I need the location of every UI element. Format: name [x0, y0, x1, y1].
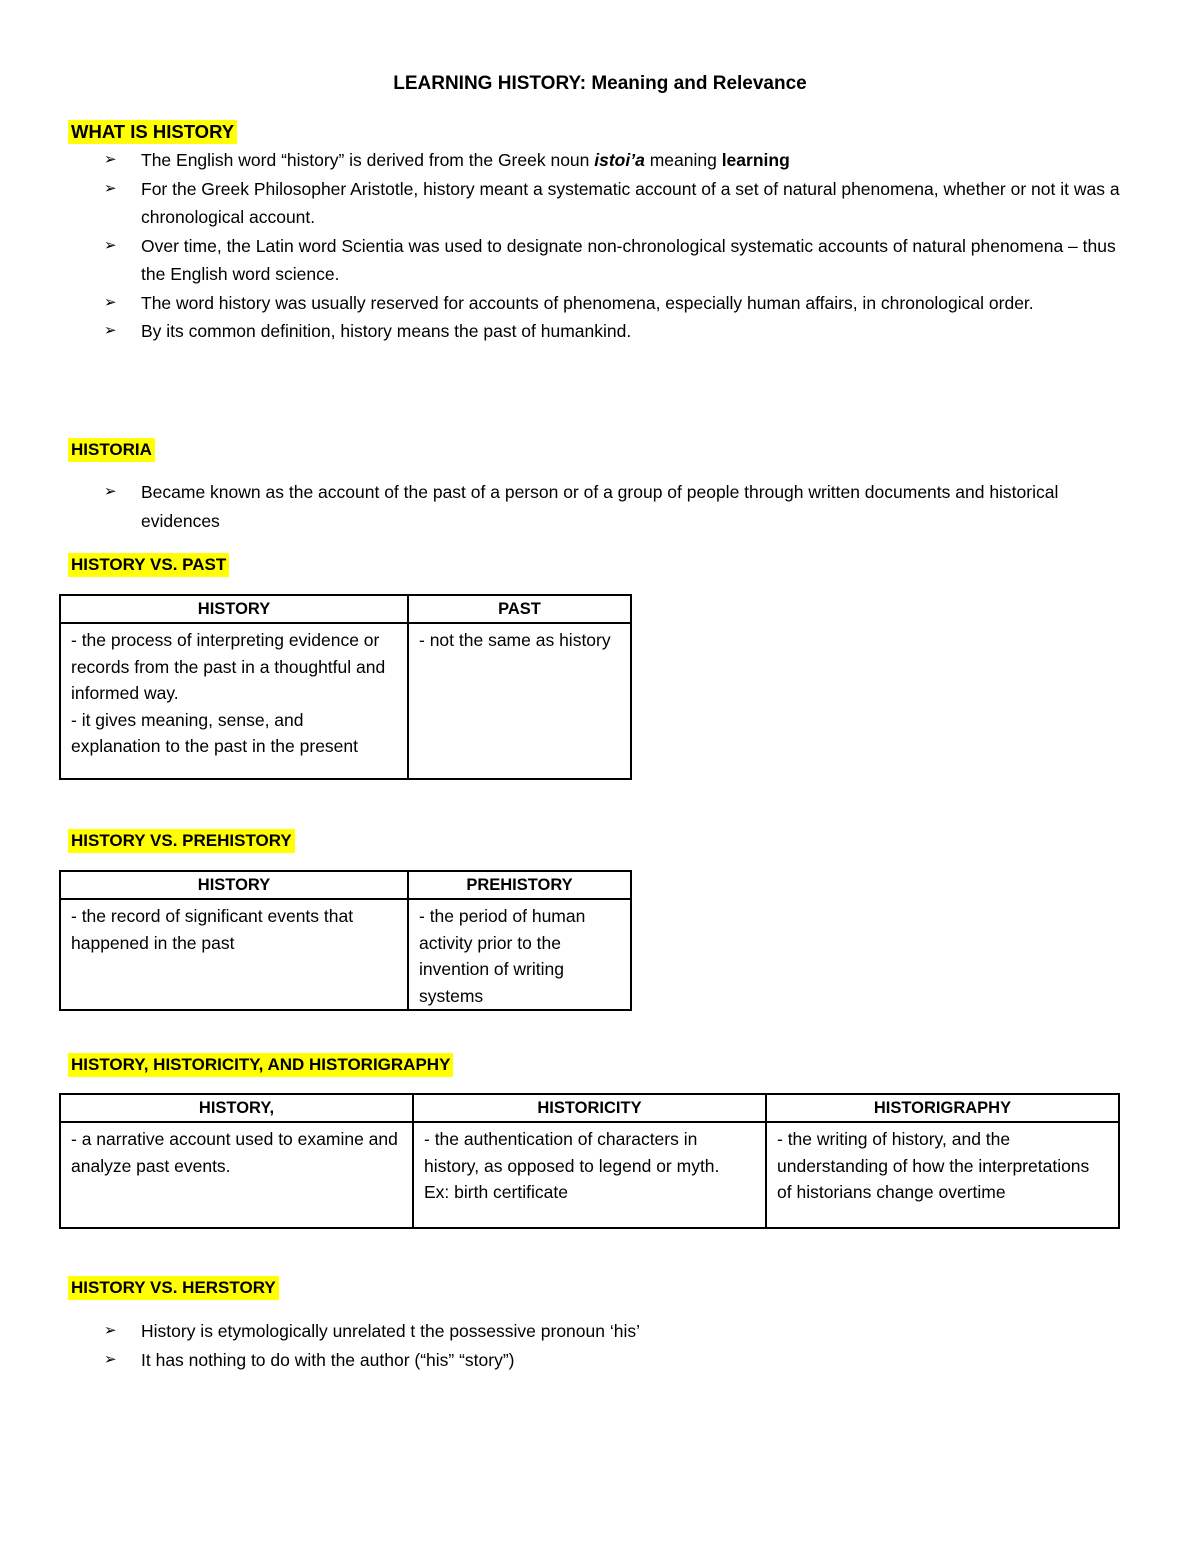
list-item-text: Became known as the account of the past of a person or of a group of people through written documents and historical evidences	[141, 482, 1059, 531]
table-cell	[60, 623, 408, 779]
section-heading-what-is-history: WHAT IS HISTORY	[68, 120, 237, 144]
section-heading-history-vs-prehistory: HISTORY VS. PREHISTORY	[68, 829, 295, 853]
table-header: HISTORY	[60, 871, 408, 899]
table-cell	[413, 1122, 766, 1228]
list-item	[104, 478, 1134, 535]
document-title: LEARNING HISTORY: Meaning and Relevance	[393, 73, 807, 94]
what-is-history-list	[104, 146, 1134, 346]
arrowhead-bullet-icon: ➢	[104, 151, 117, 168]
history-vs-herstory-list	[104, 1317, 1134, 1374]
list-item-text: Over time, the Latin word Scientia was used to designate non-chronological systematic accounts of natural phenomena – thus the English word science.	[141, 235, 1116, 284]
list-item-text: By its common definition, history means the past of humankind.	[141, 321, 632, 341]
cell-text: - the record of significant events that happened in the past	[71, 906, 354, 953]
table-cell	[766, 1122, 1119, 1228]
cell-text: - the period of human activity prior to the invention of writing systems	[419, 906, 586, 1006]
arrowhead-bullet-icon: ➢	[104, 179, 117, 197]
table-cell	[408, 899, 631, 1010]
list-item	[104, 317, 1134, 346]
arrowhead-bullet-icon: ➢	[104, 1350, 117, 1368]
table-header: PAST	[408, 595, 631, 623]
table-cell	[60, 1122, 413, 1228]
history-vs-prehistory-table	[59, 870, 632, 1011]
table-header: HISTORICITY	[413, 1094, 766, 1122]
cell-text: - not the same as history	[419, 630, 611, 650]
cell-text: - a narrative account used to examine and analyze past events.	[71, 1129, 398, 1176]
greek-term: istoi’a	[594, 150, 645, 170]
section-heading-history-vs-past: HISTORY VS. PAST	[68, 553, 229, 577]
list-item-text: It has nothing to do with the author (“his” “story”)	[141, 1349, 515, 1370]
table-header: HISTORY	[60, 595, 408, 623]
table-cell	[60, 899, 408, 1010]
arrowhead-bullet-icon: ➢	[104, 293, 117, 311]
list-item-text: meaning	[644, 150, 722, 170]
arrowhead-bullet-icon: ➢	[104, 483, 117, 500]
list-item-text: The word history was usually reserved for accounts of phenomena, especially human affairs, in chronological order.	[141, 292, 1034, 313]
arrowhead-bullet-icon: ➢	[104, 322, 117, 339]
cell-text: Ex: birth certificate	[424, 1182, 568, 1202]
table-cell	[408, 623, 631, 779]
list-item-text: For the Greek Philosopher Aristotle, history meant a systematic account of a set of natural phenomena, whether or not it was a chronological account.	[141, 178, 1120, 227]
cell-text: - it gives meaning, sense, and explanation to the past in the present	[71, 709, 359, 756]
section-heading-history-vs-herstory: HISTORY VS. HERSTORY	[68, 1276, 279, 1300]
section-heading-history-historicity-historigraphy: HISTORY, HISTORICITY, AND HISTORIGRAPHY	[68, 1053, 453, 1077]
cell-text: - the writing of history, and the understanding of how the interpretations of historians change overtime	[777, 1129, 1090, 1202]
table-header: HISTORIGRAPHY	[766, 1094, 1119, 1122]
table-header: HISTORY,	[60, 1094, 413, 1122]
list-item-text: History is etymologically unrelated t the possessive pronoun ‘his’	[141, 1321, 640, 1341]
cell-text: - the authentication of characters in history, as opposed to legend or myth.	[424, 1129, 720, 1176]
arrowhead-bullet-icon: ➢	[104, 236, 117, 254]
list-item	[104, 1317, 1134, 1346]
list-item	[104, 1346, 1134, 1375]
table-header: PREHISTORY	[408, 871, 631, 899]
section-heading-historia: HISTORIA	[68, 438, 155, 462]
cell-text: - the process of interpreting evidence or records from the past in a thoughtful and informed way.	[71, 630, 386, 703]
arrowhead-bullet-icon: ➢	[104, 1322, 117, 1339]
history-vs-past-table	[59, 594, 632, 780]
list-item	[104, 175, 1134, 232]
historia-list	[104, 478, 1134, 535]
list-item-text: The English word “history” is derived from the Greek noun	[141, 150, 595, 170]
history-historicity-historigraphy-table	[59, 1093, 1120, 1229]
list-item	[104, 232, 1134, 289]
list-item	[104, 146, 1134, 175]
list-item	[104, 289, 1134, 318]
bold-term: learning	[721, 150, 790, 170]
